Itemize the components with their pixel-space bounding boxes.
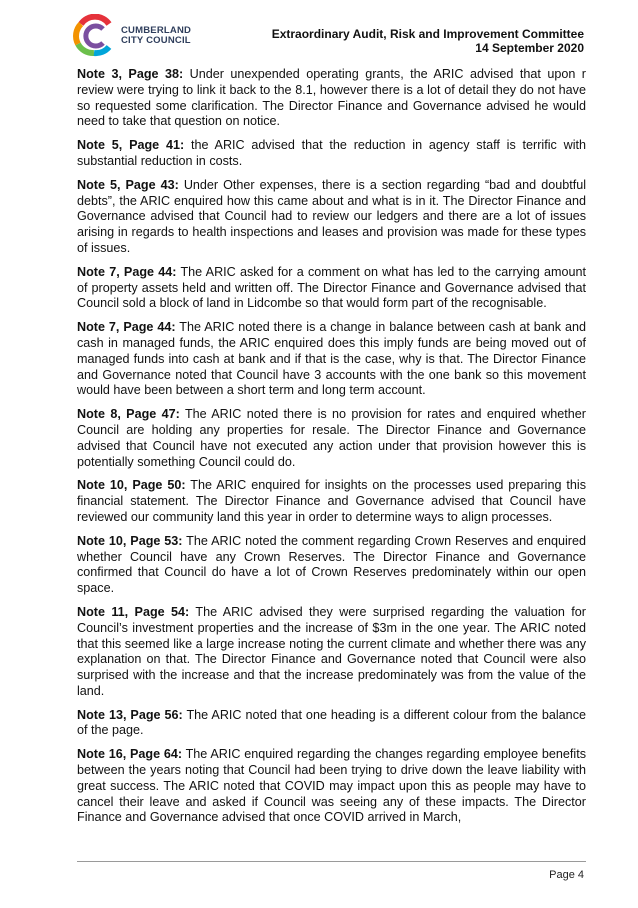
note-heading: Note 3, Page 38: [77,67,184,81]
note-heading: Note 7, Page 44: [77,320,176,335]
note-item [77,265,586,312]
note-heading: Note 7, Page 44: [77,264,177,279]
logo-wordmark [121,26,191,46]
note-text: The ARIC asked for a comment on what has led to the carrying amount of property assets held and written off. The Director Finance and Governance advised that Council sold a block of land in Lidcombe so that would form part of the recognisable. [77,264,586,311]
note-item [77,534,586,597]
page-number: Page 4 [549,869,584,881]
note-text: The ARIC advised they were surprised regarding the valuation for Council’s investment properties and the increase of $3m in the one year. The ARIC noted that this seemed like a large increase noting the current climate and whether there was any explanation on that. The Director Finance and Governance noted that Council were also surprised with the increase and that the increase predominately was from the value of the land. [77,604,586,698]
note-item [77,478,586,525]
note-text: The ARIC noted there is no provision for rates and enquired whether Council are holding any properties for resale. The Director Finance and Governance advised that Council have not executed any action under that provision however this is potentially something Council could do. [77,407,586,469]
note-text: Under Other expenses, there is a section regarding “bad and doubtful debts”, the ARIC enquired how this came about and what is in it. The Director Finance and Governance advised that Council had to review our ledgers and there are a lot of issues arising in regards to health inspections and leases and provision was made for these types of issues. [77,177,587,255]
note-heading: Note 5, Page 43: [77,177,179,192]
note-heading: Note 10, Page 50: [77,478,186,493]
footer-divider [77,861,586,862]
note-item [77,138,586,170]
logo-line-2: CITY COUNCIL [121,35,191,46]
note-heading: Note 11, Page 54: [77,604,190,619]
note-heading: Note 10, Page 53: [77,533,183,548]
note-item [77,708,586,740]
note-heading: Note 16, Page 64: [77,747,183,762]
header-date: 14 September 2020 [475,41,584,55]
header-title: Extraordinary Audit, Risk and Improvement Committee [271,27,584,41]
note-heading: Note 13, Page 56: [77,707,183,722]
note-item [77,320,586,399]
logo-line-1: CUMBERLAND [121,25,192,36]
note-text: The ARIC noted there is a change in balance between cash at bank and cash in managed funds, the ARIC enquired does this imply funds are being moved out of managed funds into cash at bank and if that is the case, why is that. The Director Finance and Governance noted that Council have 3 accounts with the one bank so this movement would have been between a short term and long term account. [77,320,586,398]
note-item [77,67,586,130]
note-item [77,178,586,257]
note-item [77,407,586,470]
note-item [77,747,586,826]
minutes-body [77,67,586,834]
document-header [272,27,584,55]
note-heading: Note 5, Page 41: [77,138,185,153]
note-text: The ARIC noted that one heading is a different colour from the balance of the page. [77,707,586,738]
note-text: Under unexpended operating grants, the ARIC advised that upon r review were trying to link it back to the 8.1, however there is a lot of detail they do not have so requested some clarification. The Director Finance and Governance advised he would need to take that question on notice. [77,67,586,129]
note-text: The ARIC enquired regarding the changes regarding employee benefits between the years noting that Council had been trying to drive down the leave liability with great success. The ARIC noted that COVID may impact upon this as people may have to cancel their leave and asked if Council was seeing any of these impacts. The Director Finance and Governance advised that once COVID arrived in March, [77,747,586,825]
note-text: The ARIC enquired for insights on the processes used preparing this financial statement. The Director Finance and Governance advised that Council have reviewed our community land this year in order to determine ways to align processes. [77,478,586,524]
council-logo-icon [72,14,116,58]
note-item [77,605,586,700]
council-logo [72,14,232,60]
note-heading: Note 8, Page 47: [77,407,180,422]
note-text: The ARIC noted the comment regarding Crown Reserves and enquired whether Council have any Crown Reserves. The Director Finance and Governance confirmed that Council do have a lot of Crown Reserves predominately within our open space. [77,533,586,596]
note-text: the ARIC advised that the reduction in agency staff is terrific with substantial reduction in costs. [77,138,586,168]
